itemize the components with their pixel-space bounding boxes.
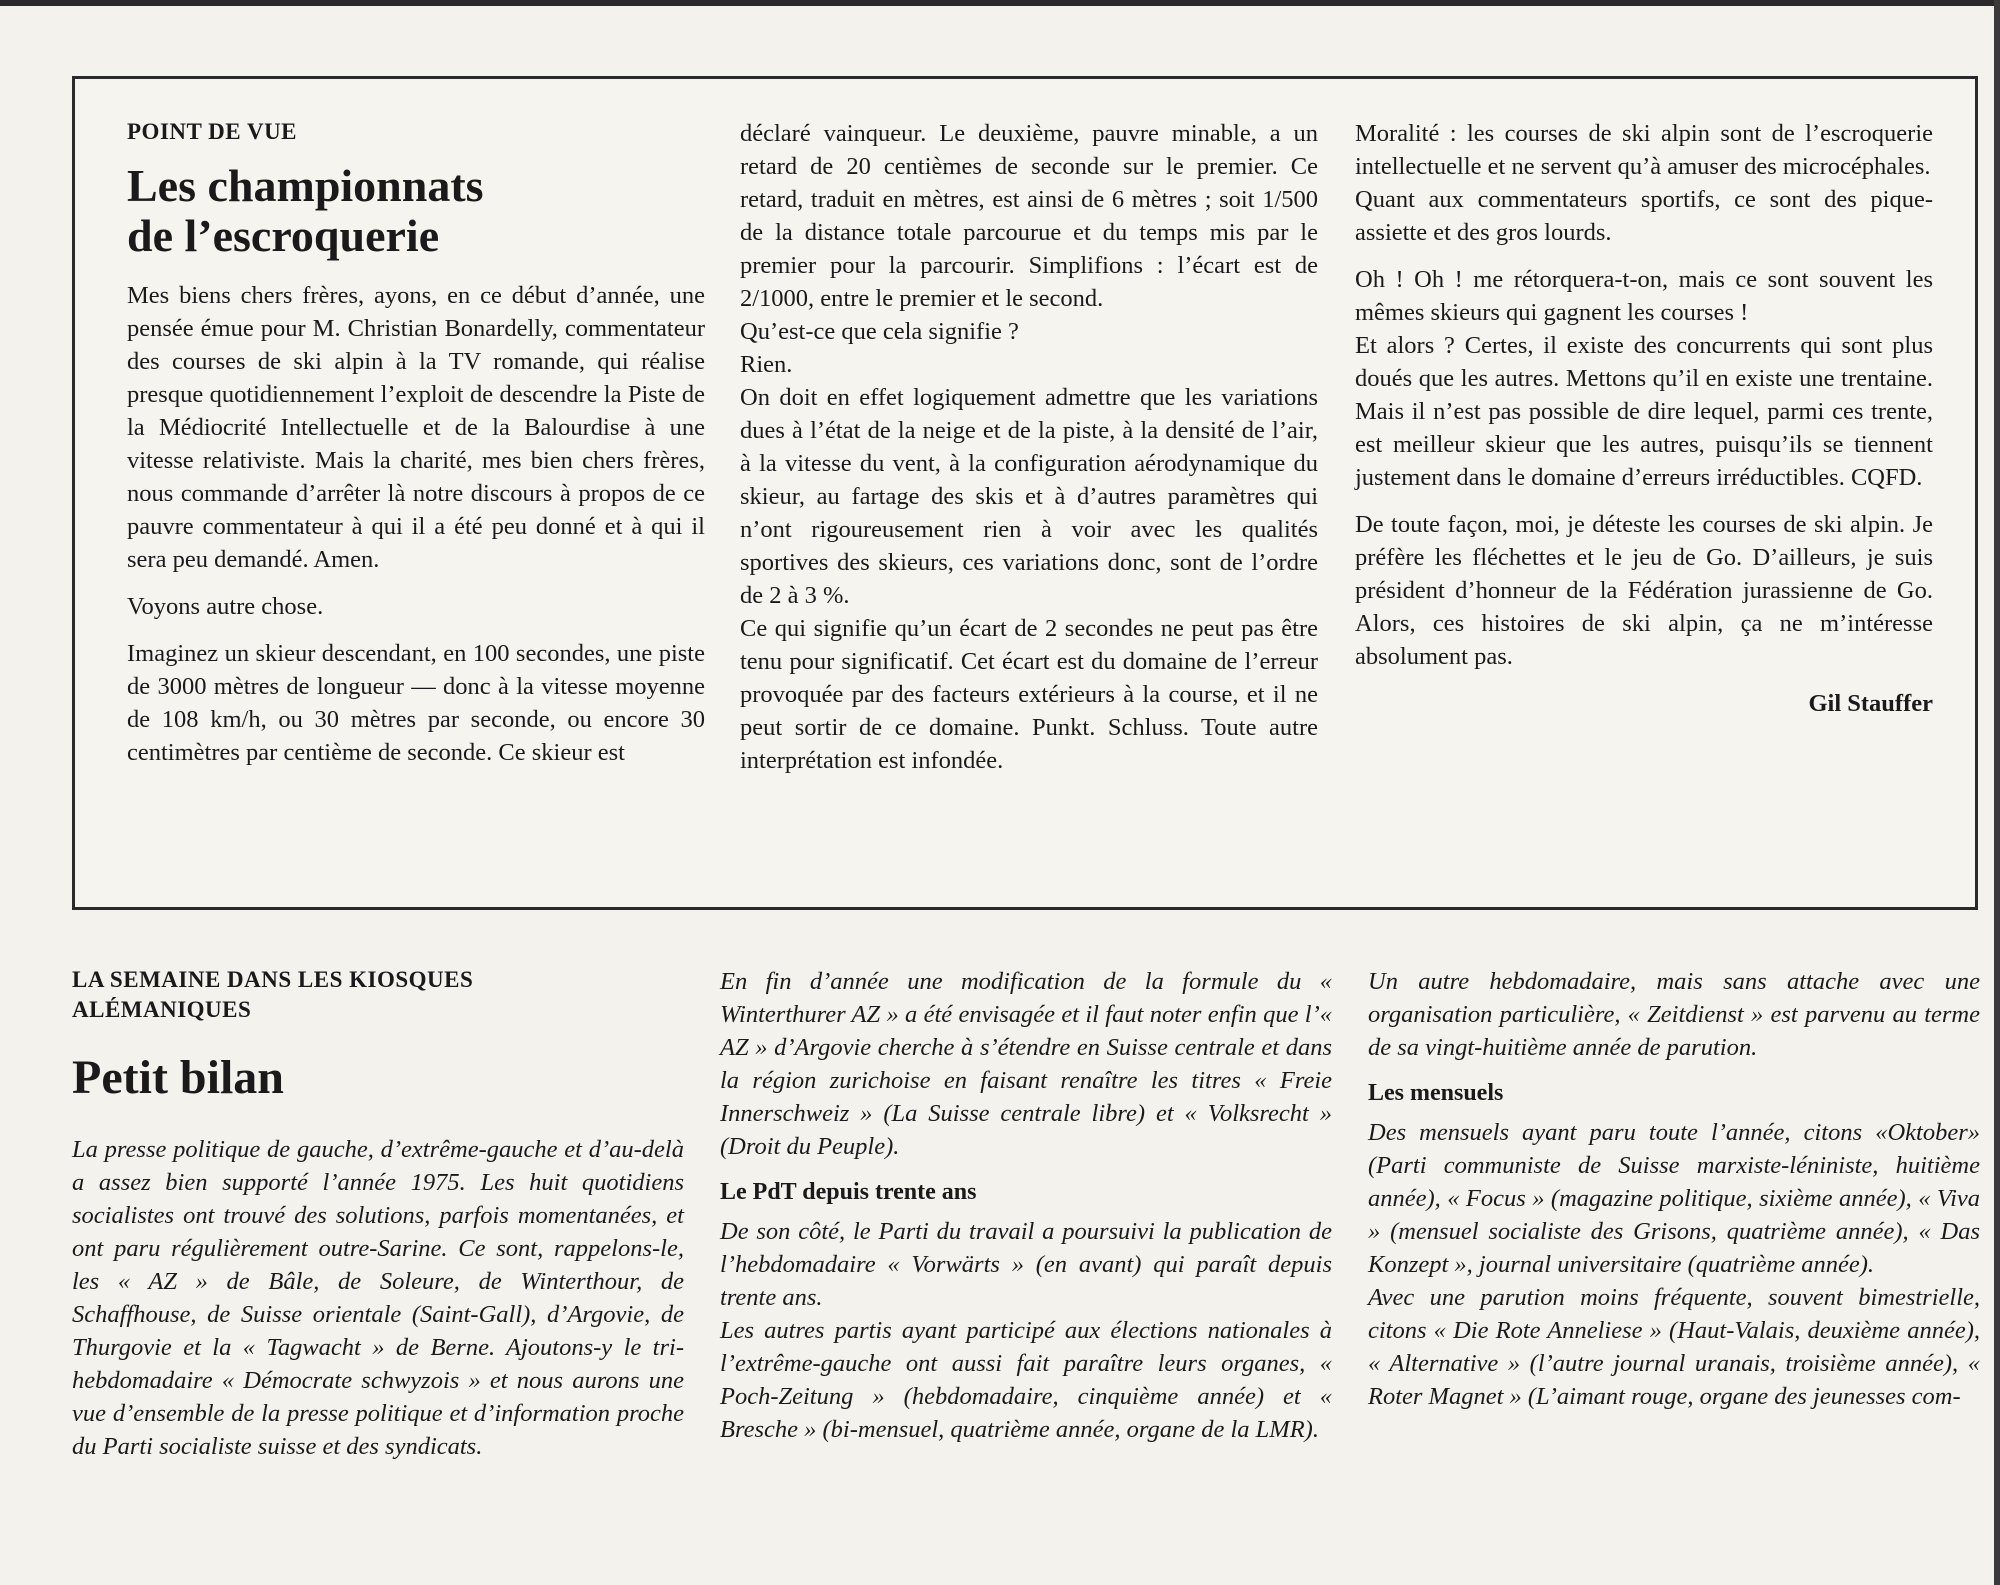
paragraph: Imaginez un skieur descendant, en 100 secondes, une piste de 3000 mètres de longueur — donc à la vitesse moyenne de 108 km/h, ou 30 mètres par seconde, ou encore 30 centimètres par centième de seconde. Ce skieur est [127,640,705,766]
paragraph: En fin d’année une modification de la formule du « Winterthurer AZ » a été envisagée et il faut noter enfin que l’« AZ » d’Argovie cherche à s’étendre en Suisse centrale et dans la région zurichoise en faisant renaître les titres « Freie Innerschweiz » (La Suisse centrale libre) et « Volksrecht » (Droit du Peuple). [720,968,1332,1160]
paragraph: On doit en effet logiquement admettre que les variations dues à l’état de la neige et de la piste, à la densité de l’air, à la vitesse du vent, à la configuration aérodynamique du skieur, au fartage des skis et à d’autres paramètres qui n’ont rigoureusement rien à voir avec les qualités sportives des skieurs, ces variations donc, sont de l’ordre de 2 à 3 %. [740,384,1318,609]
paragraph: Quant aux commentateurs sportifs, ce sont des pique-assiette et des gros lourds. [1355,186,1933,246]
paragraph: Qu’est-ce que cela signifie ? [740,318,1019,345]
paragraph: Un autre hebdomadaire, mais sans attache avec une organisation particulière, « Zeitdienst » est parvenu au terme de sa vingt-huitième année de parution. [1368,968,1980,1061]
subheading: Les mensuels [1368,1080,1504,1106]
kicker-line-1: LA SEMAINE DANS LES KIOSQUES [72,967,474,992]
paragraph: Des mensuels ayant paru toute l’année, citons «Oktober» (Parti communiste de Suisse marxiste-léniniste, huitième année), « Focus » (magazine politique, sixième année), « Viva » (mensuel socialiste des Grisons, quatrième année), « Das Konzept », journal universitaire (quatrième année). [1368,1119,1980,1278]
author-signature: Gil Stauffer [1808,690,1933,717]
paragraph: Oh ! Oh ! me rétorquera-t-on, mais ce sont souvent les mêmes skieurs qui gagnent les courses ! [1355,266,1933,326]
paragraph: déclaré vainqueur. Le deuxième, pauvre minable, a un retard de 20 centièmes de seconde sur le premier. Ce retard, traduit en mètres, est ainsi de 6 mètres ; soit 1/500 de la distance totale parcourue et du temps mis par le premier pour la parcourir. Simplifions : l’écart est de 2/1000, entre le premier et le second. [740,120,1318,312]
paragraph: Mes biens chers frères, ayons, en ce début d’année, une pensée émue pour M. Christian Bonardelly, commentateur des courses de ski alpin à la TV romande, qui réalise presque quotidiennement l’exploit de descendre la Piste de la Médiocrité Intellectuelle et de la Balourdise à une vitesse relativiste. Mais la charité, mes bien chers frères, nous commande d’arrêter là notre discours à propos de ce pauvre commentateur à qui il a été peu donné et à qui il sera peu demandé. Amen. [127,282,705,573]
paragraph: Et alors ? Certes, il existe des concurrents qui sont plus doués que les autres. Mettons qu’il en existe une trentaine. Mais il n’est pas possible de dire lequel, parmi ces trente, est meilleur skieur que les autres, puisqu’ils se tiennent justement dans le domaine d’erreurs irréductibles. CQFD. [1355,332,1933,491]
headline-line-1: Les championnats [127,160,484,211]
paragraph: Les autres partis ayant participé aux élections nationales à l’extrême-gauche ont aussi fait paraître leurs organes, « Poch-Zeitung » (hebdomadaire, cinquième année) et « Bresche » (bi-mensuel, quatrième année, organe de la LMR). [720,1317,1332,1443]
kicker-line-2: ALÉMANIQUES [72,997,252,1022]
kiosques-kicker [72,965,684,1025]
paragraph: De toute façon, moi, je déteste les courses de ski alpin. Je préfère les fléchettes et le jeu de Go. D’ailleurs, je suis président d’honneur de la Fédération jurassienne de Go. Alors, ces histoires de ski alpin, ça ne m’intéresse absolument pas. [1355,511,1933,670]
paragraph: De son côté, le Parti du travail a poursuivi la publication de l’hebdomadaire « Vorwärts » (en avant) qui paraît depuis trente ans. [720,1218,1332,1311]
kiosques-column-2 [720,965,1332,1446]
headline-line-2: de l’escroquerie [127,210,440,261]
point-de-vue-column-1 [127,117,705,769]
point-de-vue-column-3 [1355,117,1933,720]
paragraph: Voyons autre chose. [127,593,324,620]
subheading: Le PdT depuis trente ans [720,1179,977,1205]
paragraph: Rien. [740,351,793,378]
point-de-vue-column-2 [740,117,1318,777]
kiosques-headline: Petit bilan [72,1051,284,1104]
paragraph: Ce qui signifie qu’un écart de 2 secondes ne peut pas être tenu pour significatif. Cet écart est du domaine de l’erreur provoquée par des facteurs extérieurs à la course, et il ne peut sortir de ce domaine. Punkt. Schluss. Toute autre interprétation est infondée. [740,615,1318,774]
point-de-vue-box [72,76,1978,910]
point-de-vue-kicker: POINT DE VUE [127,119,298,144]
kiosques-column-1 [72,965,684,1463]
point-de-vue-headline [127,161,705,261]
paragraph: Avec une parution moins fréquente, souvent bimestrielle, citons « Die Rote Anneliese » (Haut-Valais, deuxième année), « Alternative » (l’autre journal uranais, troisième année), « Roter Magnet » (L’aimant rouge, organe des jeunesses com- [1368,1284,1980,1410]
top-rule [0,0,2000,6]
paragraph: La presse politique de gauche, d’extrême-gauche et d’au-delà a assez bien supporté l’année 1975. Les huit quotidiens socialistes ont trouvé des solutions, parfois momentanées, et ont paru régulièrement outre-Sarine. Ce sont, rappelons-le, les « AZ » de Bâle, de Soleure, de Winterthour, de Schaffhouse, de Suisse orientale (Saint-Gall), d’Argovie, de Thurgovie et la « Tagwacht » de Berne. Ajoutons-y le tri-hebdomadaire « Démocrate schwyzois » et nous aurons une vue d’ensemble de la presse politique et d’information proche du Parti socialiste suisse et des syndicats. [72,1136,684,1460]
paragraph: Moralité : les courses de ski alpin sont de l’escroquerie intellectuelle et ne servent qu’à amuser des microcéphales. [1355,120,1933,180]
page-edge [1994,0,2000,1585]
kiosques-column-3 [1368,965,1980,1413]
